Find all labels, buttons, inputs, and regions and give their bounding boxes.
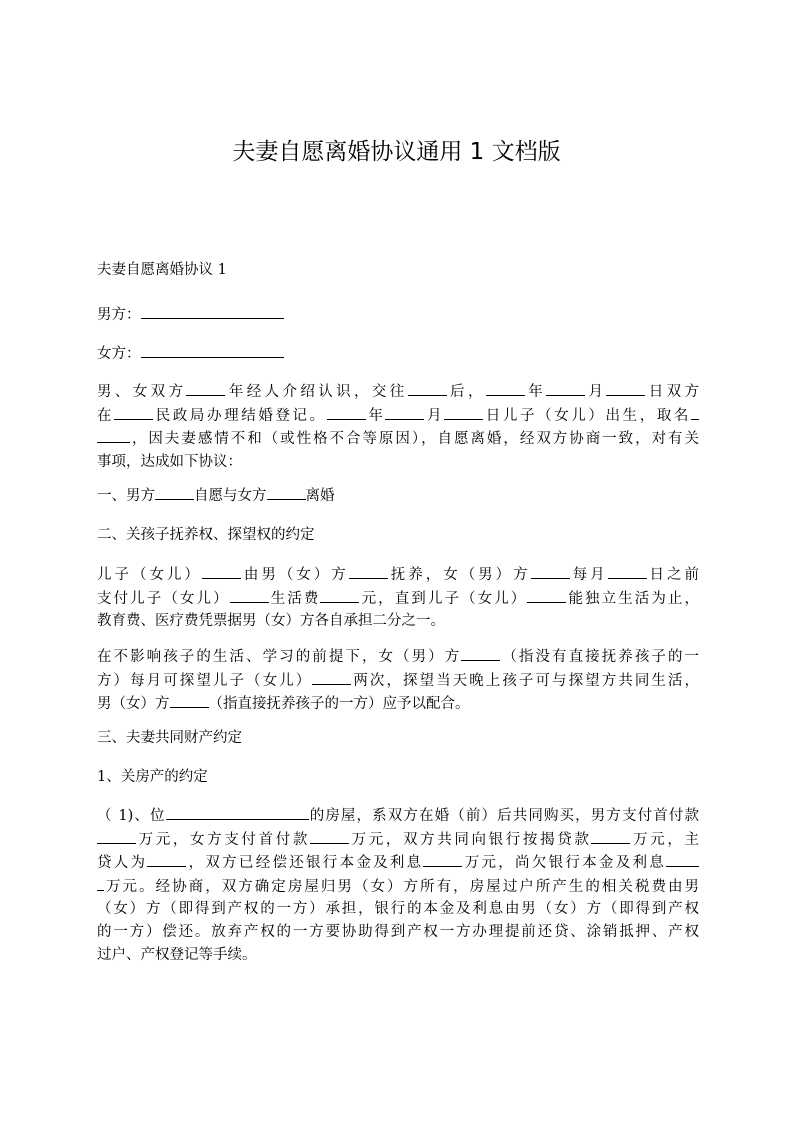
- blank: [155, 484, 194, 500]
- intro-line-3: ，因夫妻感情不和（或性格不合等原因），自愿离婚，经双方协商一致，对有关: [97, 427, 699, 451]
- visitation-line-1: 在不影响孩子的生活、学习的前提下，女（男）方 （指没有直接抚养孩子的一: [97, 645, 699, 669]
- blank: [486, 380, 525, 396]
- property-line-5: （女）方（即得到产权的一方）承担，银行的本金及利息由男（女）方（即得到产权: [97, 901, 699, 918]
- blank: [527, 587, 566, 603]
- blank: [691, 404, 699, 420]
- visitation-paragraph: [97, 645, 699, 716]
- blank: [267, 484, 306, 500]
- sub-1-title: 1、关房产的约定: [97, 769, 208, 785]
- property-line-3: 贷人为 ，双方已经偿还银行本金及利息 万元，尚欠银行本金及利息: [97, 851, 699, 875]
- item-2-title: 二、关孩子抚养权、探望权的约定: [97, 527, 315, 543]
- blank: [546, 380, 585, 396]
- address-blank: [166, 804, 309, 820]
- blank: [423, 851, 462, 867]
- female-party-line: [97, 342, 699, 366]
- female-name-blank: [141, 342, 284, 358]
- female-label: 女方：: [97, 346, 141, 362]
- blank: [666, 851, 699, 867]
- blank: [591, 828, 630, 844]
- blank: [97, 828, 136, 844]
- blank: [327, 404, 366, 420]
- male-party-line: [97, 303, 699, 327]
- blank: [444, 404, 483, 420]
- intro-line-1: 男、女双方 年经人介绍认识，交往 后， 年 月 日双方: [97, 380, 699, 404]
- property-line-4: 万元。经协商，双方确定房屋归男（女）方所有，房屋过户所产生的相关税费由男: [97, 875, 699, 899]
- property-line-7: 过户、产权登记等手续。: [97, 946, 257, 963]
- blank: [349, 563, 388, 579]
- blank: [606, 380, 645, 396]
- custody-line-1: 儿子（女儿） 由男（女）方 抚养，女（男）方 每月 日之前: [97, 563, 699, 587]
- property-line-6: 的一方）偿还。放弃产权的一方要协助得到产权一方办理提前还贷、涂销抵押、产权: [97, 923, 699, 940]
- visitation-line-2: 方）每月可探望儿子（女儿） 两次，探望当天晚上孩子可与探望方共同生活，: [97, 669, 699, 693]
- section-title: 夫妻自愿离婚协议 1: [97, 262, 227, 278]
- intro-line-2: 在 民政局办理结婚登记。 年 月 日儿子（女儿）出生，取名: [97, 404, 699, 428]
- property-paragraph: [97, 804, 699, 966]
- intro-line-4: 事项，达成如下协议：: [97, 453, 242, 470]
- blank: [531, 563, 570, 579]
- blank: [186, 380, 225, 396]
- item-1: 一、男方 自愿与女方 离婚: [97, 484, 699, 508]
- blank: [385, 404, 424, 420]
- male-name-blank: [141, 303, 284, 319]
- property-line-2: 万元，女方支付首付款 万元，双方共同向银行按揭贷款 万元，主: [97, 828, 699, 852]
- custody-line-2: 支付儿子（女儿） 生活费 元，直到儿子（女儿） 能独立生活为止，: [97, 587, 699, 611]
- intro-paragraph: [97, 380, 699, 473]
- blank: [320, 587, 359, 603]
- male-label: 男方：: [97, 307, 141, 323]
- blank: [310, 828, 349, 844]
- blank: [97, 427, 130, 443]
- blank: [230, 587, 269, 603]
- property-line-1: （ 1)、位 的房屋，系双方在婚（前）后共同购买，男方支付首付款: [97, 804, 699, 828]
- document-title: 夫妻自愿离婚协议通用 1 文档版: [232, 139, 561, 165]
- visitation-line-3: 男（女）方 （指直接抚养孩子的一方）应予以配合。: [97, 692, 699, 716]
- blank: [312, 669, 351, 685]
- blank: [170, 692, 209, 708]
- blank: [97, 875, 104, 891]
- blank: [608, 563, 647, 579]
- blank: [461, 645, 500, 661]
- item-3-title: 三、夫妻共同财产约定: [97, 730, 242, 746]
- blank: [202, 563, 241, 579]
- blank: [114, 404, 153, 420]
- blank: [408, 380, 447, 396]
- custody-line-3: 教育费、医疗费凭票据男（女）方各自承担二分之一。: [97, 613, 445, 630]
- custody-paragraph: [97, 563, 699, 633]
- blank: [147, 851, 186, 867]
